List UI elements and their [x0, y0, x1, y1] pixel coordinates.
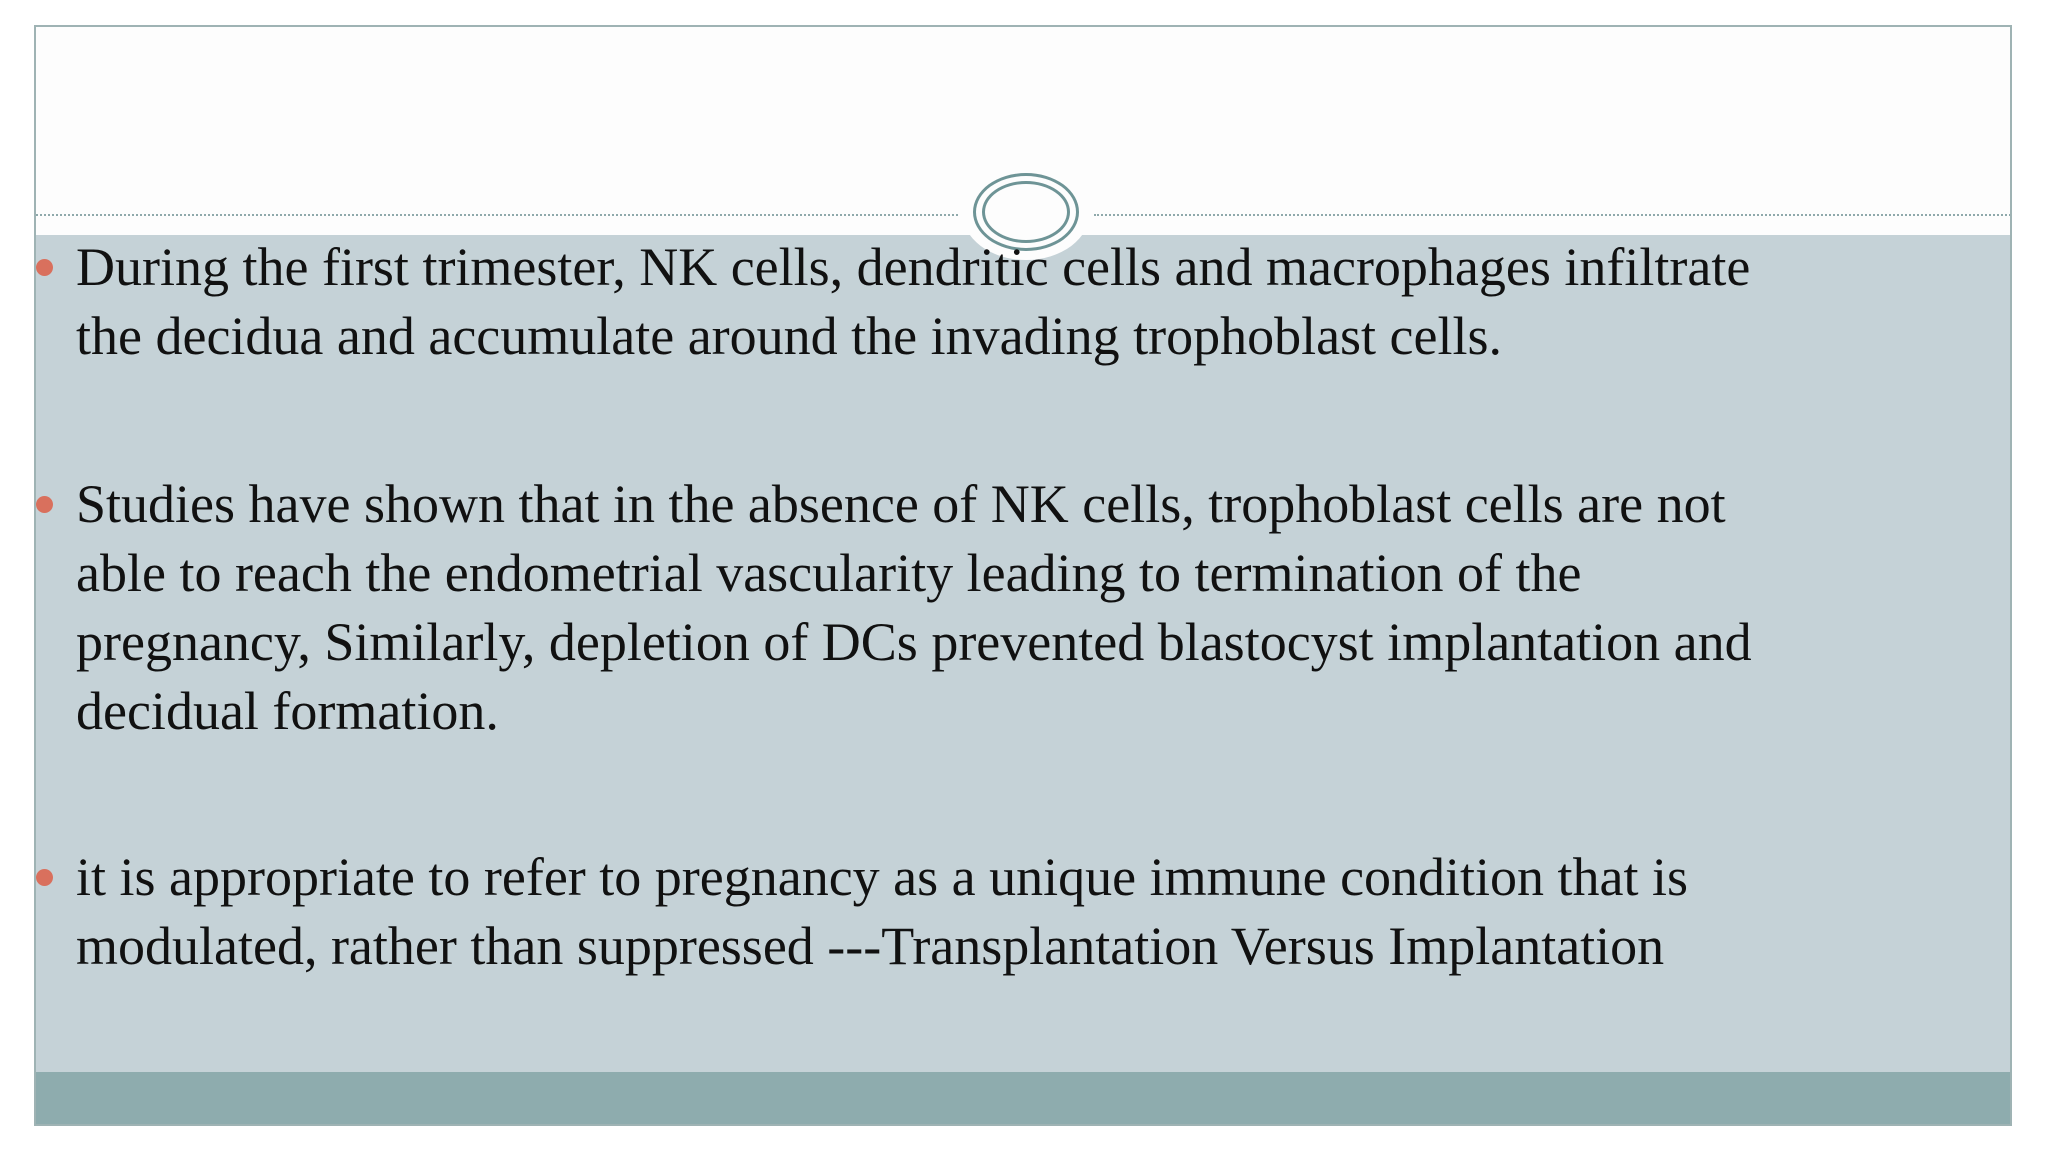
title-divider-right	[1094, 214, 2012, 216]
footer-band	[36, 1072, 2010, 1124]
bullet-item	[76, 470, 1926, 746]
bullet-marker-icon	[36, 259, 53, 276]
title-divider-left	[36, 214, 958, 216]
bullet-marker-icon	[36, 869, 53, 886]
bullet-text: During the first trimester, NK cells, dendritic cells and macrophages infiltrate the decidua and accumulate around the invading trophoblast cells.	[76, 237, 1751, 366]
bullet-text: Studies have shown that in the absence of NK cells, trophoblast cells are not able to reach the endometrial vascularity leading to termination of the pregnancy, Similarly, depletion of DCs prevented blastocyst implantation and decidual formation.	[76, 474, 1752, 741]
bullet-marker-icon	[36, 496, 53, 513]
bullet-text: it is appropriate to refer to pregnancy as a unique immune condition that is modulated, rather than suppressed ---Transplantation Versus Implantation	[76, 847, 1689, 976]
bullet-item	[76, 843, 1926, 981]
bullet-item	[76, 233, 1926, 371]
